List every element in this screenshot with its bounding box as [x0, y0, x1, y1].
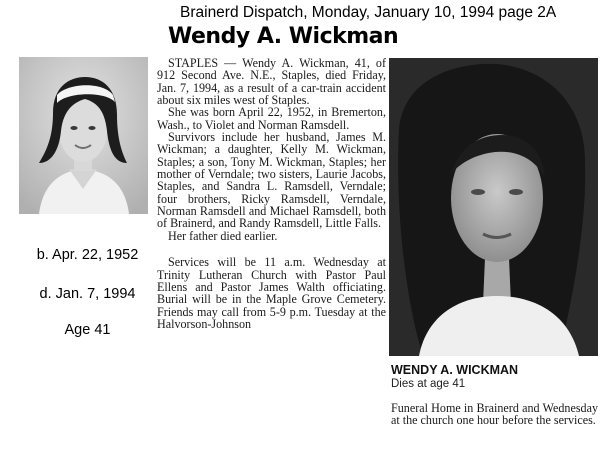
- obituary-headline: Wendy A. Wickman: [168, 24, 399, 49]
- newspaper-header: Brainerd Dispatch, Monday, January 10, 1994 page 2A: [180, 4, 557, 21]
- portrait-photo-young: [19, 57, 148, 214]
- obituary-continuation: Funeral Home in Brainerd and Wednesday at the church one hour before the services.: [391, 401, 598, 428]
- portrait-photo-adult: [389, 58, 598, 356]
- obituary-paragraph: She was born April 22, 1952, in Bremerton, Wash., to Violet and Norman Ramsdell.: [157, 105, 386, 132]
- photo-caption-name: WENDY A. WICKMAN: [391, 363, 519, 377]
- photo-caption-subtitle: Dies at age 41: [391, 378, 466, 390]
- obituary-column: [157, 57, 386, 330]
- obituary-paragraph: STAPLES — Wendy A. Wickman, 41, of 912 Second Ave. N.E., Staples, died Friday, Jan. 7, 1994, as a result of a car-train accident about six miles west of Staples.: [157, 56, 386, 108]
- age: Age 41: [64, 322, 111, 338]
- obituary-paragraph: Survivors include her husband, James M. Wickman; a daughter, Kelly M. Wickman, Staples; a son, Tony M. Wickman, Staples; her mother of Verndale; two sisters, Laurie Jacobs, Staples, and Sandra L. Ramsdell, Verndale; four brothers, Ricky Ramsdell, Verndale, Norman Ramsdell and Michael Ramsdell, both of Brainerd, and Randy Ramsdell, Little Falls.: [157, 130, 386, 231]
- death-date: d. Jan. 7, 1994: [39, 286, 136, 302]
- birth-date: b. Apr. 22, 1952: [36, 247, 139, 263]
- obituary-paragraph: Services will be 11 a.m. Wednesday at Trinity Lutheran Church with Pastor Paul Ellens and Pastor James Walth officiating. Burial will be in the Maple Grove Cemetery. Friends may call from 5-9 p.m. Tuesday at the Halvorson-Johnson: [157, 255, 386, 331]
- obituary-paragraph: Her father died earlier.: [168, 228, 278, 243]
